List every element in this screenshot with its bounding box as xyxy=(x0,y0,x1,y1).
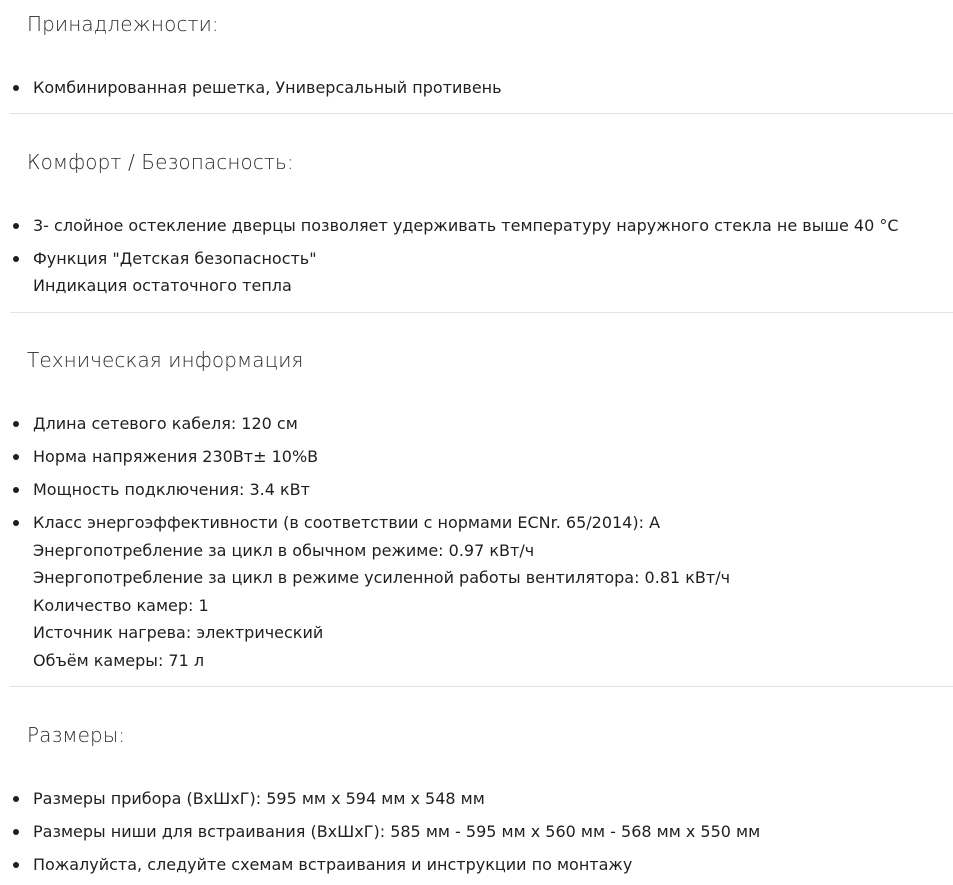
list-item: Норма напряжения 230Вт± 10%В xyxy=(0,443,730,471)
bullet-icon xyxy=(13,862,19,868)
section-divider xyxy=(10,312,953,313)
list-item: Длина сетевого кабеля: 120 см xyxy=(0,410,730,438)
bullet-icon xyxy=(13,454,19,460)
list-item: Размеры прибора (ВхШхГ): 595 мм x 594 мм x 548 мм xyxy=(0,785,760,813)
bullet-icon xyxy=(13,421,19,427)
bullet-icon xyxy=(13,796,19,802)
section-title-accessories: Принадлежности: xyxy=(27,12,219,36)
list-item: 3- слойное остекление дверцы позволяет удерживать температуру наружного стекла не выше 40 °C xyxy=(0,212,899,240)
section-divider xyxy=(10,113,953,114)
accessories-list xyxy=(0,74,502,102)
list-item: Размеры ниши для встраивания (ВхШхГ): 585 мм - 595 мм x 560 мм - 568 мм x 550 мм xyxy=(0,818,760,846)
section-title-dimensions: Размеры: xyxy=(27,723,126,747)
bullet-icon xyxy=(13,85,19,91)
list-item: Класс энергоэффективности (в соответствии с нормами ECNr. 65/2014): A Энергопотребление за цикл в обычном режиме: 0.97 кВт/ч Энергопотребление за цикл в режиме усиленной работы вентилятора: 0.81 кВт/ч Количество камер: 1 Источник нагрева: электрический Объём камеры: 71 л xyxy=(0,509,730,674)
bullet-icon xyxy=(13,487,19,493)
technical-info-list xyxy=(0,410,730,674)
list-item: Пожалуйста, следуйте схемам встраивания и инструкции по монтажу xyxy=(0,851,760,879)
bullet-icon xyxy=(13,829,19,835)
bullet-icon xyxy=(13,520,19,526)
bullet-icon xyxy=(13,223,19,229)
list-item: Мощность подключения: 3.4 кВт xyxy=(0,476,730,504)
section-title-technical-info: Техническая информация xyxy=(27,348,304,372)
comfort-safety-list xyxy=(0,212,899,300)
dimensions-list xyxy=(0,785,760,879)
list-item: Комбинированная решетка, Универсальный противень xyxy=(0,74,502,102)
list-item: Функция "Детская безопасность" Индикация остаточного тепла xyxy=(0,245,899,300)
bullet-icon xyxy=(13,256,19,262)
section-title-comfort-safety: Комфорт / Безопасность: xyxy=(27,150,294,174)
section-divider xyxy=(10,686,953,687)
